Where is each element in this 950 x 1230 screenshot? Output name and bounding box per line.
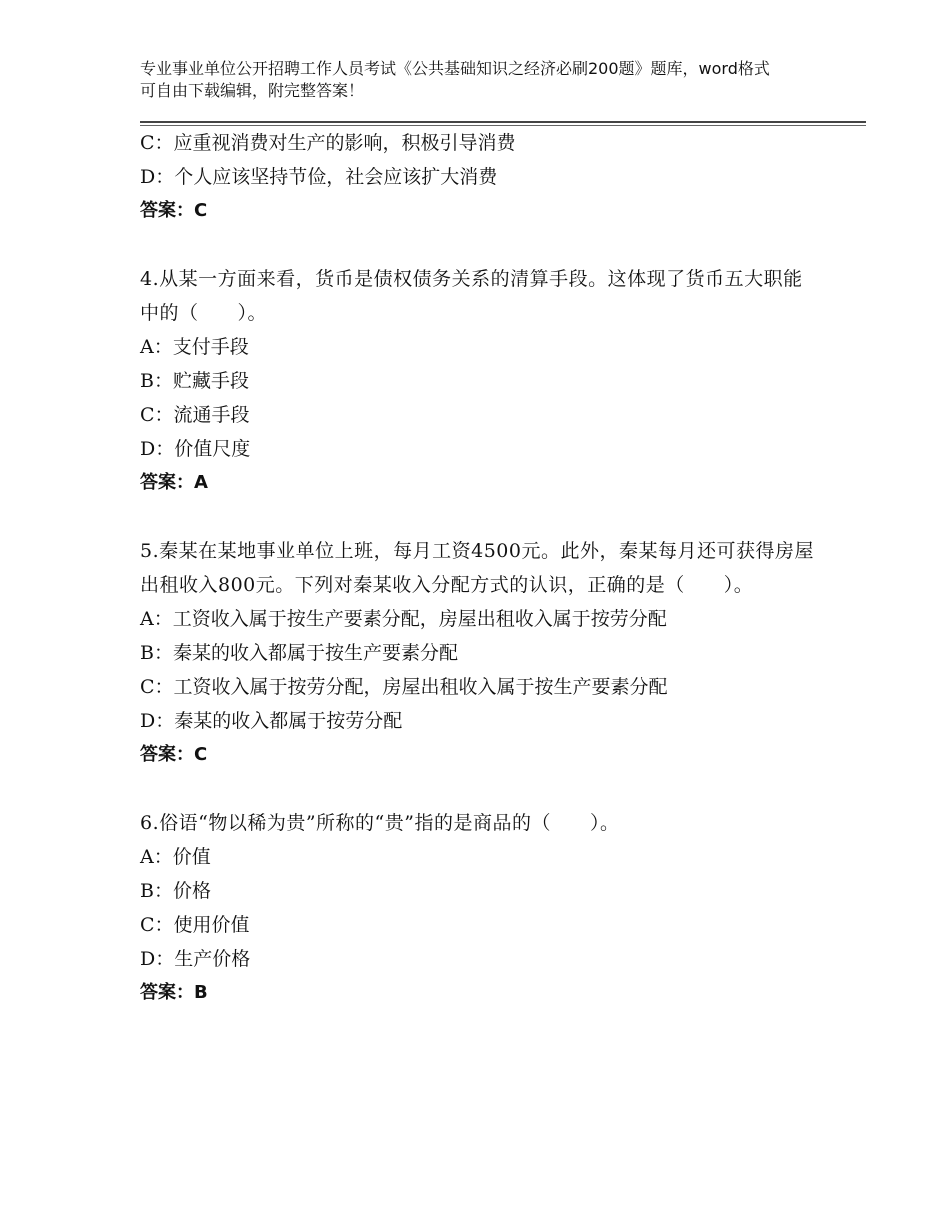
option-a: A：价值 bbox=[140, 846, 211, 868]
answer-label: 答案：A bbox=[140, 472, 208, 493]
option-a: A：支付手段 bbox=[140, 336, 249, 358]
question-stem: 6.俗语“物以稀为贵”所称的“贵”指的是商品的（ ）。 bbox=[140, 812, 620, 834]
question-5 bbox=[140, 534, 820, 772]
option-b: B：贮藏手段 bbox=[140, 370, 249, 392]
option-b: B：秦某的收入都属于按生产要素分配 bbox=[140, 642, 458, 664]
question-3-partial bbox=[140, 126, 820, 228]
option-d: D：生产价格 bbox=[140, 948, 251, 970]
question-stem: 4.从某一方面来看，货币是债权债务关系的清算手段。这体现了货币五大职能中的（ ）。 bbox=[140, 268, 803, 324]
document-body bbox=[140, 126, 820, 1010]
spacer bbox=[140, 228, 820, 262]
question-4 bbox=[140, 262, 820, 500]
option-d: D：秦某的收入都属于按劳分配 bbox=[140, 710, 403, 732]
option-a: A：工资收入属于按生产要素分配，房屋出租收入属于按劳分配 bbox=[140, 608, 667, 630]
option-c: C：使用价值 bbox=[140, 914, 250, 936]
option-b: B：价格 bbox=[140, 880, 211, 902]
answer-label: 答案：C bbox=[140, 200, 208, 221]
question-stem: 5.秦某在某地事业单位上班，每月工资4500元。此外，秦某每月还可获得房屋出租收入800元。下列对秦某收入分配方式的认识，正确的是（ ）。 bbox=[140, 540, 814, 596]
answer-label: 答案：C bbox=[140, 744, 208, 765]
header-divider bbox=[140, 121, 866, 123]
spacer bbox=[140, 500, 820, 534]
option-c: C：流通手段 bbox=[140, 404, 250, 426]
spacer bbox=[140, 772, 820, 806]
answer-label: 答案：B bbox=[140, 982, 208, 1003]
option-d: D：个人应该坚持节俭，社会应该扩大消费 bbox=[140, 166, 498, 188]
document-header: 专业事业单位公开招聘工作人员考试《公共基础知识之经济必刷200题》题库，word格式可自由下载编辑，附完整答案！ bbox=[140, 59, 770, 100]
option-d: D：价值尺度 bbox=[140, 438, 251, 460]
option-c: C：工资收入属于按劳分配，房屋出租收入属于按生产要素分配 bbox=[140, 676, 668, 698]
option-c: C：应重视消费对生产的影响，积极引导消费 bbox=[140, 132, 516, 154]
question-6 bbox=[140, 806, 820, 1010]
